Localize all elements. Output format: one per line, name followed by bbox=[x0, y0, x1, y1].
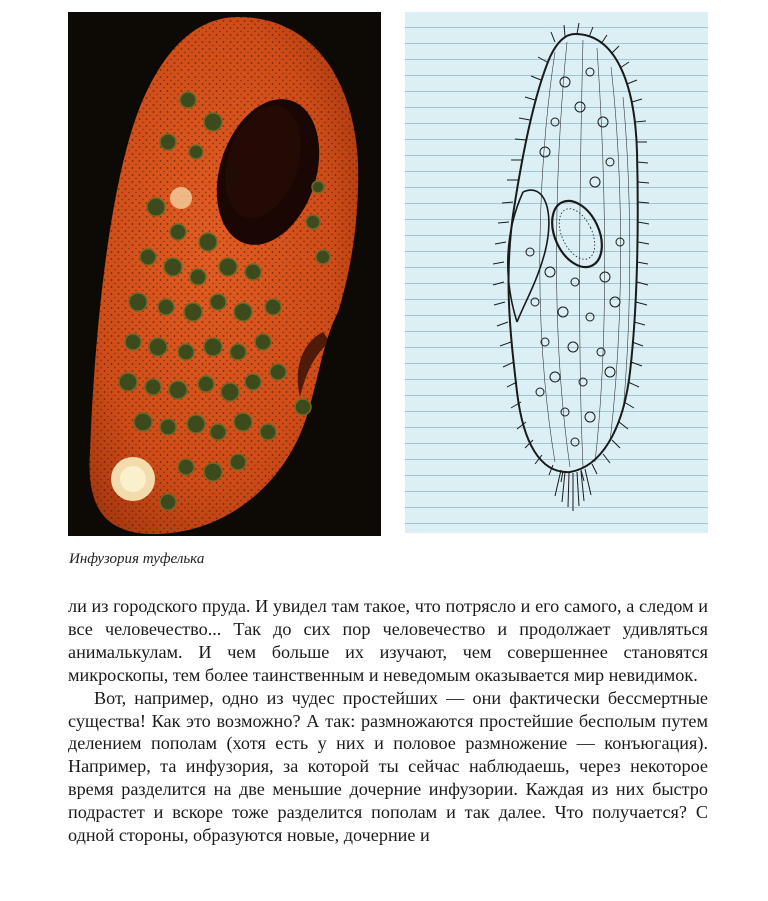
paramecium-drawing bbox=[405, 12, 708, 533]
macronucleus-outline bbox=[542, 193, 611, 275]
drawing-outline bbox=[509, 34, 638, 472]
body-text bbox=[68, 595, 708, 847]
posterior-tuft bbox=[555, 469, 591, 511]
paramecium-drawing-svg bbox=[405, 12, 708, 533]
paramecium-photo-svg bbox=[68, 12, 381, 536]
paragraph-1: ли из городского пруда. И увидел там такое, что потрясло и его самого, а следом и все человечество... Так до сих пор человечество и продолжает удивляться анималькулам. И чем больше их изучают, чем совершеннее становятся микроскопы, тем более таинственным и неведомым оказывается мир невидимок. bbox=[68, 596, 708, 685]
cilia bbox=[493, 23, 649, 482]
figure-caption: Инфузория туфелька bbox=[69, 551, 205, 567]
food-vacuoles-drawing bbox=[526, 68, 624, 446]
trichocyst-lines bbox=[540, 40, 630, 467]
contractile-vacuole-top bbox=[170, 187, 192, 209]
paramecium-photo bbox=[68, 12, 381, 536]
paragraph-2: Вот, например, одно из чудес простейших — они фактически бессмертные существа! Как это возможно? А так: размножаются простейшие бесполым путем делением пополам (хотя есть у них и половое размножение — конъюгация). Например, та инфузория, за которой ты сейчас наблюдаешь, через некоторое время разделится на две меньшие дочерние инфузории. Каждая из них быстро подрастет и вскоре тоже разделится пополам и так далее. Что получается? С одной стороны, образуются новые, дочерние и bbox=[68, 687, 708, 846]
